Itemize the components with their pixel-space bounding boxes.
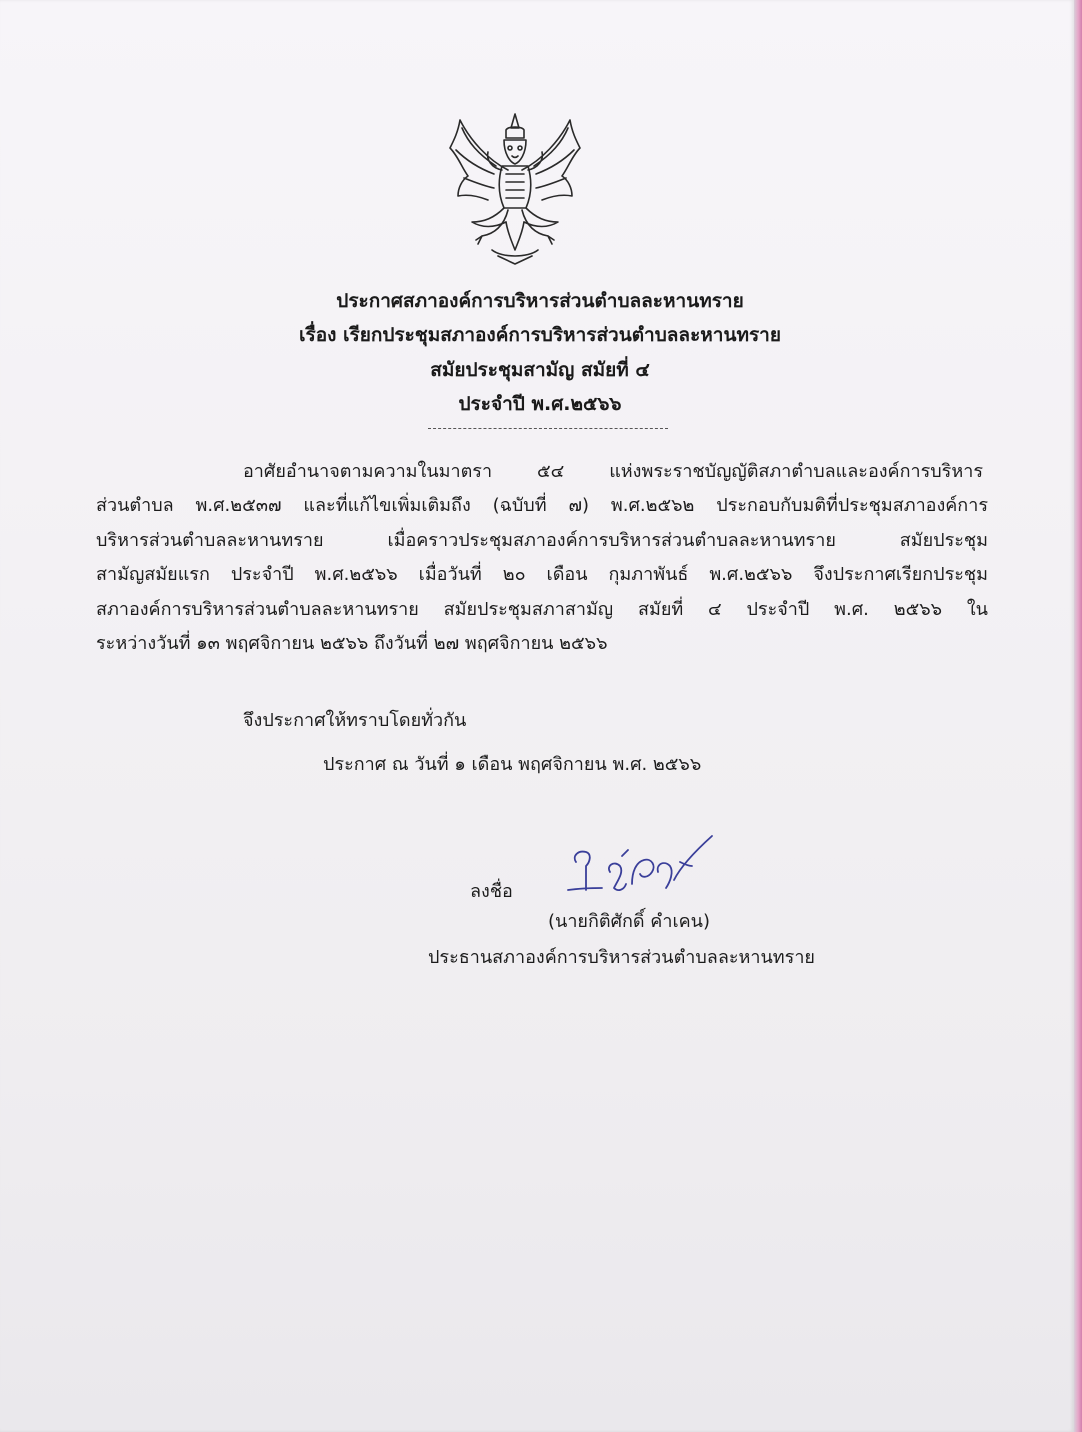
body-line: บริหารส่วนตำบลละหานทราย เมื่อคราวประชุมสภาองค์การบริหารส่วนตำบลละหานทราย สมัยประชุม [96, 530, 988, 551]
page-edge [1074, 0, 1082, 1432]
announcement-subject: เรื่อง เรียกประชุมสภาองค์การบริหารส่วนตำบลละหานทราย [299, 324, 781, 346]
announcement-date: ประกาศ ณ วันที่ ๑ เดือน พฤศจิกายน พ.ศ. ๒๕๖๖ [323, 754, 702, 775]
body-line: ระหว่างวันที่ ๑๓ พฤศจิกายน ๒๕๖๖ ถึงวันที่ ๒๗ พฤศจิกายน ๒๕๖๖ [96, 633, 608, 654]
signature-label: ลงชื่อ [470, 881, 513, 902]
meeting-year: ประจำปี พ.ศ.๒๕๖๖ [458, 393, 622, 415]
body-line: อาศัยอำนาจตามความในมาตรา ๕๔ แห่งพระราชบัญญัติสภาตำบลและองค์การบริหาร [243, 461, 983, 482]
closing-statement: จึงประกาศให้ทราบโดยทั่วกัน [243, 710, 467, 731]
handwritten-signature [562, 832, 722, 902]
header-divider [428, 428, 668, 429]
meeting-session: สมัยประชุมสามัญ สมัยที่ ๔ [430, 359, 650, 381]
body-line: สามัญสมัยแรก ประจำปี พ.ศ.๒๕๖๖ เมื่อวันที่ ๒๐ เดือน กุมภาพันธ์ พ.ศ.๒๕๖๖ จึงประกาศเรียกประชุม [96, 564, 988, 585]
body-line: สภาองค์การบริหารส่วนตำบลละหานทราย สมัยประชุมสภาสามัญ สมัยที่ ๔ ประจำปี พ.ศ. ๒๕๖๖ ใน [96, 599, 988, 620]
garuda-emblem-icon [448, 110, 582, 266]
announcement-title: ประกาศสภาองค์การบริหารส่วนตำบลละหานทราย [336, 290, 744, 312]
signatory-title: ประธานสภาองค์การบริหารส่วนตำบลละหานทราย [428, 947, 815, 968]
body-line: ส่วนตำบล พ.ศ.๒๕๓๗ และที่แก้ไขเพิ่มเติมถึง (ฉบับที่ ๗) พ.ศ.๒๕๖๒ ประกอบกับมติที่ประชุมสภาองค์การ [96, 495, 988, 516]
signatory-name: (นายกิติศักดิ์ คำเคน) [548, 911, 710, 932]
